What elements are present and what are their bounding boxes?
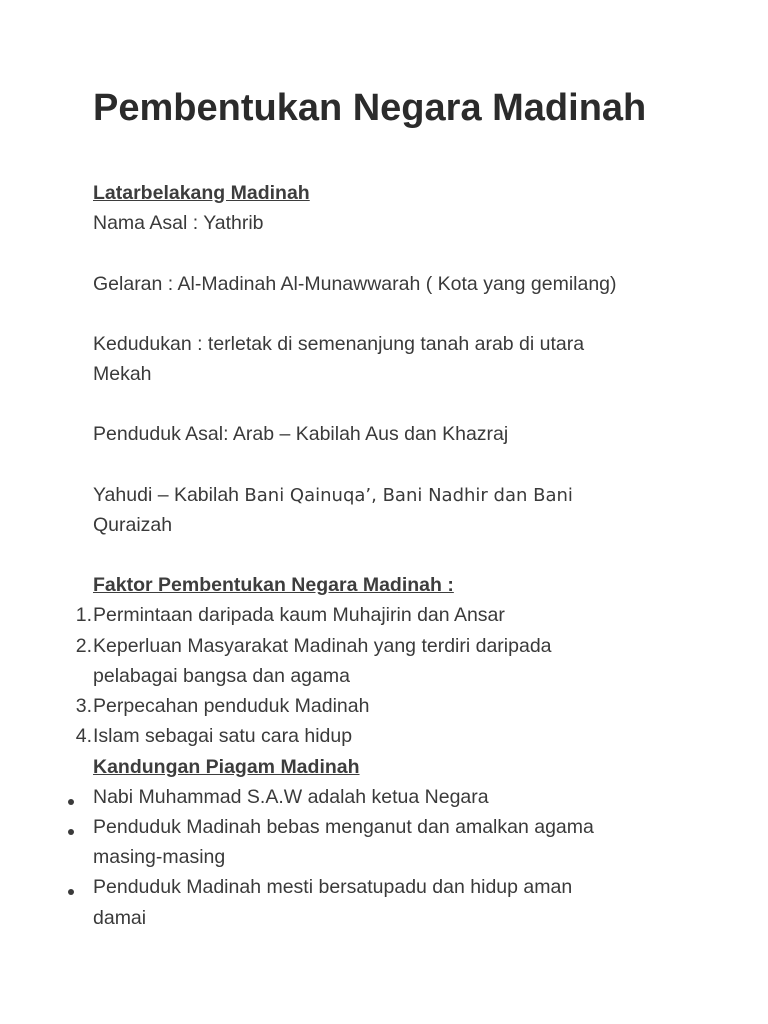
list-number: 3. [75, 695, 92, 717]
list-item: Penduduk Madinah mesti bersatupadu dan hidup aman [93, 876, 573, 898]
section-heading-faktor: Faktor Pembentukan Negara Madinah : [93, 574, 454, 596]
list-number: 2. [75, 635, 92, 657]
penduduk-asal-text: Penduduk Asal: Arab – Kabilah Aus dan Khazraj [93, 423, 509, 445]
list-item: Perpecahan penduduk Madinah [93, 695, 370, 717]
yahudi-text-line-2: Quraizah [93, 514, 173, 536]
list-item-continuation: pelabagai bangsa dan agama [93, 665, 350, 687]
kedudukan-text-line-2: Mekah [93, 363, 152, 385]
section-heading-latarbelakang: Latarbelakang Madinah [93, 182, 310, 204]
yahudi-text-line-1 [93, 480, 573, 511]
nama-asal-text: Nama Asal : Yathrib [93, 212, 264, 234]
list-item-continuation: masing-masing [93, 846, 226, 868]
kedudukan-text-line-1: Kedudukan : terletak di semenanjung tanah arab di utara [93, 333, 585, 355]
list-item: Penduduk Madinah bebas menganut dan amalkan agama [93, 816, 594, 838]
yahudi-text-part-a: Yahudi – Kabilah [93, 484, 245, 506]
section-heading-kandungan: Kandungan Piagam Madinah [93, 756, 360, 778]
list-number: 1. [75, 604, 92, 626]
gelaran-text: Gelaran : Al-Madinah Al-Munawwarah ( Kota yang gemilang) [93, 273, 617, 295]
bullet-icon [68, 799, 74, 805]
bullet-icon [68, 889, 74, 895]
list-number: 4. [75, 725, 92, 747]
yahudi-text-part-b: Bani Qainuqa’, Bani Nadhir dan Bani [244, 485, 573, 506]
bullet-icon [68, 829, 74, 835]
list-item: Keperluan Masyarakat Madinah yang terdiri daripada [93, 635, 552, 657]
page-title: Pembentukan Negara Madinah [93, 87, 647, 129]
list-item: Islam sebagai satu cara hidup [93, 725, 353, 747]
list-item-continuation: damai [93, 907, 147, 929]
list-item: Nabi Muhammad S.A.W adalah ketua Negara [93, 786, 489, 808]
list-item: Permintaan daripada kaum Muhajirin dan Ansar [93, 604, 505, 626]
